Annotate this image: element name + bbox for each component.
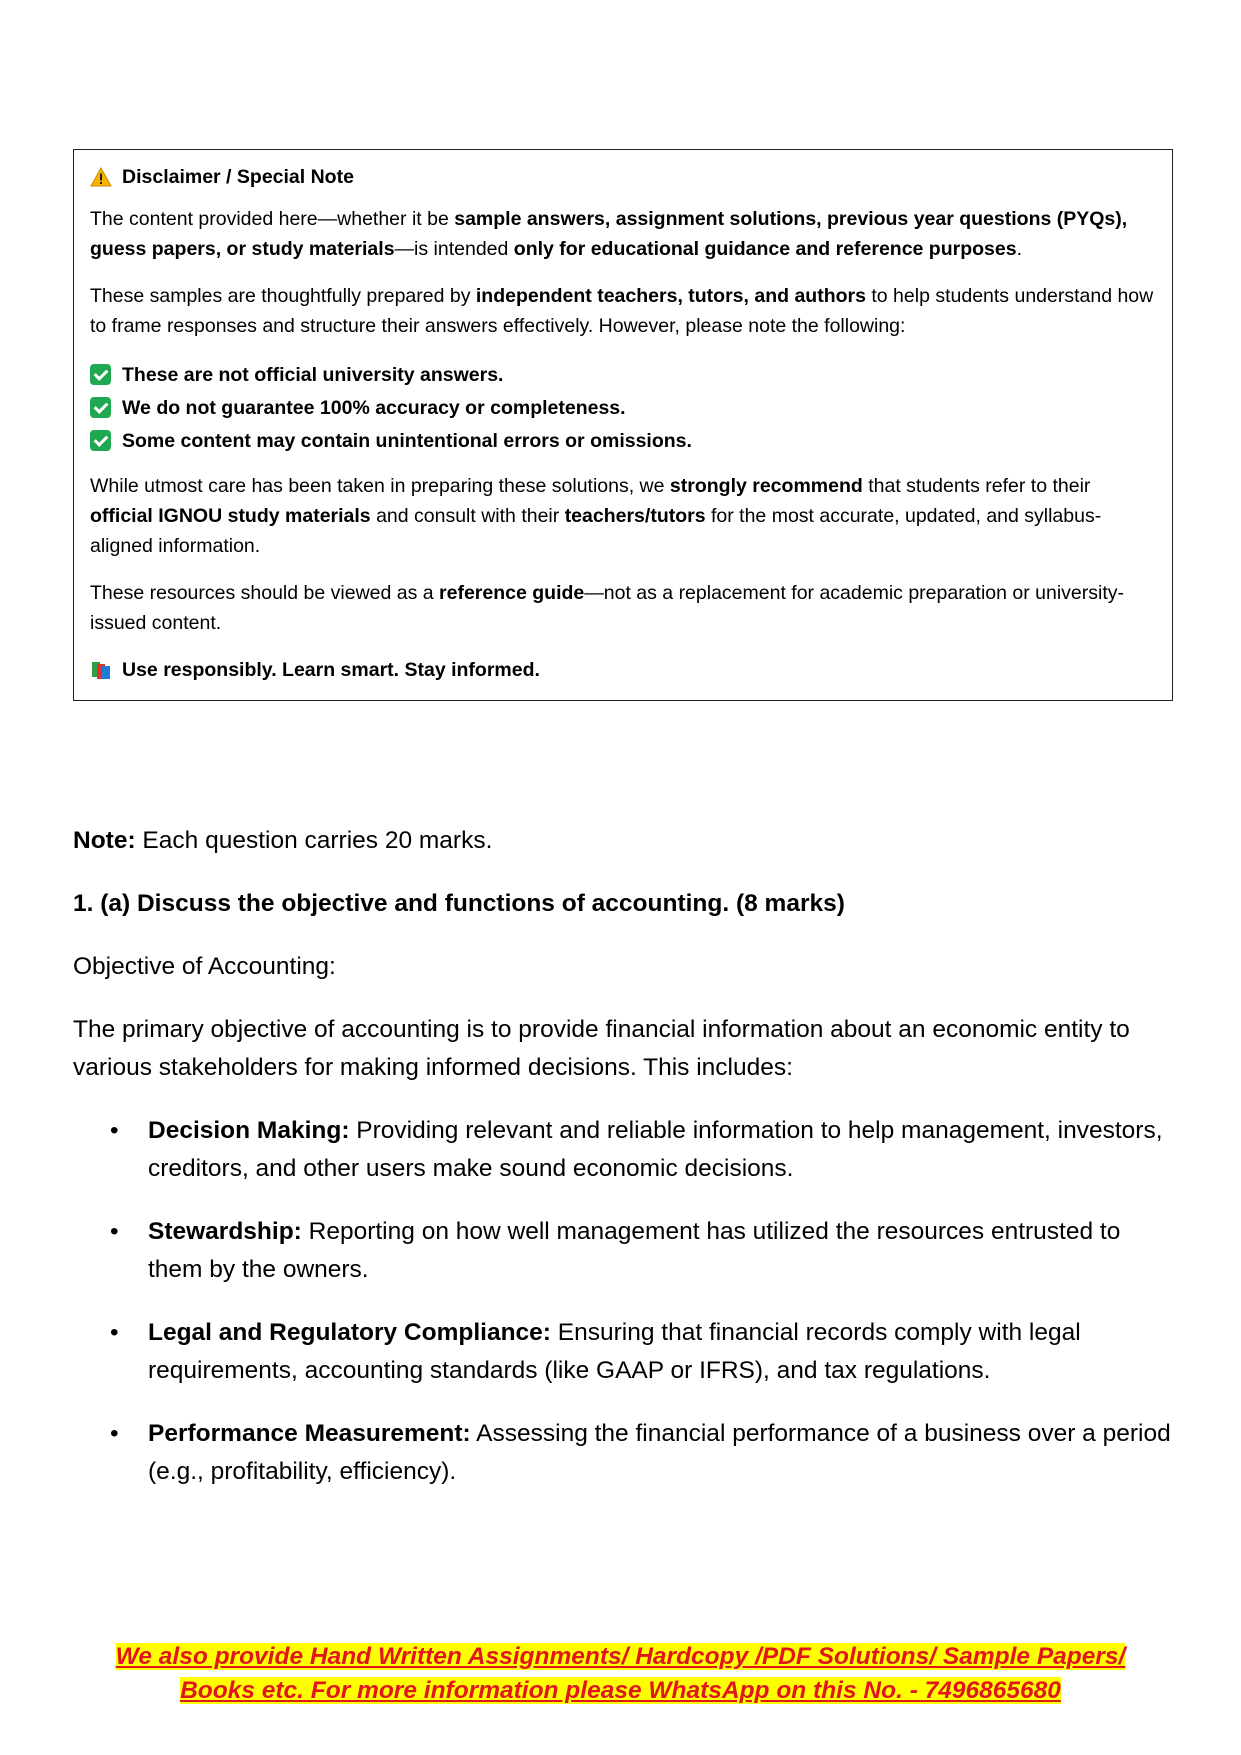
promo-line-2: Books etc. For more information please WhatsApp on this No. - 7496865680: [180, 1677, 1061, 1704]
bold-text: sample answers, assignment solutions, previous year questions (PYQs), guess papers, or study materials: [90, 208, 1128, 260]
disclaimer-paragraph-4: [90, 578, 1156, 638]
list-item-term: Legal and Regulatory Compliance:: [148, 1319, 551, 1346]
disclaimer-paragraph-3: [90, 471, 1156, 561]
closing-line: [90, 655, 1156, 685]
bold-text: strongly recommend: [669, 475, 863, 497]
text: to help students understand how to frame responses and structure their answers effectively. However, please note the following:: [90, 285, 1154, 337]
subheading: Objective of Accounting:: [73, 953, 336, 980]
checklist: [90, 358, 1156, 457]
disclaimer-title-text: Disclaimer / Special Note: [122, 166, 354, 188]
objectives-list: [73, 1112, 1173, 1491]
text: While utmost care has been taken in preparing these solutions, we: [90, 475, 670, 497]
disclaimer-box: [73, 149, 1173, 701]
list-item-text: Providing relevant and reliable information to help management, investors, creditors, and other users make sound economic decisions.: [148, 1117, 1163, 1182]
bold-text: teachers/tutors: [564, 505, 706, 527]
check-item: [90, 424, 1156, 457]
note: [73, 822, 1173, 860]
check-box-icon: [90, 397, 111, 418]
text: that students refer to their: [862, 475, 1091, 497]
check-item: [90, 391, 1156, 424]
list-item-term: Decision Making:: [148, 1117, 350, 1144]
disclaimer-title: [90, 162, 1156, 192]
disclaimer-paragraph-1: [90, 204, 1156, 264]
closing-text: Use responsibly. Learn smart. Stay informed.: [122, 659, 540, 681]
question-text: 1. (a) Discuss the objective and functions of accounting. (8 marks): [73, 890, 845, 917]
check-item: [90, 358, 1156, 391]
check-item-text: Some content may contain unintentional errors or omissions.: [122, 429, 692, 452]
text: The content provided here—whether it be: [90, 208, 455, 230]
intro-paragraph: The primary objective of accounting is to provide financial information about an economic entity to various stakeholders for making informed decisions. This includes:: [73, 1016, 1130, 1081]
bold-text: only for educational guidance and reference purposes: [513, 238, 1017, 260]
list-item: [148, 1314, 1173, 1390]
text: for the most accurate, updated, and syllabus-aligned information.: [90, 505, 1102, 557]
check-box-icon: [90, 364, 111, 385]
warning-icon: [90, 167, 112, 187]
text: These resources should be viewed as a: [90, 582, 440, 604]
disclaimer-paragraph-2: [90, 281, 1156, 341]
promo-line-1: We also provide Hand Written Assignments/ Hardcopy /PDF Solutions/ Sample Papers/: [115, 1643, 1126, 1670]
promo-footer: [0, 1640, 1241, 1708]
list-item-text: Ensuring that financial records comply with legal requirements, accounting standards (like GAAP or IFRS), and tax regulations.: [148, 1319, 1081, 1384]
books-icon: [90, 659, 112, 681]
list-item-term: Stewardship:: [148, 1218, 302, 1245]
list-item: [148, 1112, 1173, 1188]
note-label: Note:: [73, 827, 136, 854]
check-box-icon: [90, 430, 111, 451]
check-item-text: We do not guarantee 100% accuracy or completeness.: [122, 396, 626, 419]
list-item: [148, 1415, 1173, 1491]
list-item-text: Assessing the financial performance of a business over a period (e.g., profitability, efficiency).: [148, 1420, 1171, 1485]
main-content: [73, 822, 1173, 1516]
text: .: [1016, 238, 1023, 260]
bold-text: reference guide: [439, 582, 585, 604]
list-item-text: Reporting on how well management has utilized the resources entrusted to them by the owners.: [148, 1218, 1121, 1283]
question-heading: [73, 885, 1173, 923]
note-text: Each question carries 20 marks.: [135, 827, 493, 854]
text: These samples are thoughtfully prepared by: [90, 285, 476, 307]
text: and consult with their: [370, 505, 565, 527]
bold-text: official IGNOU study materials: [90, 505, 371, 527]
check-item-text: These are not official university answers.: [122, 363, 504, 386]
text: —is intended: [394, 238, 514, 260]
text: —not as a replacement for academic preparation or university-issued content.: [90, 582, 1125, 634]
list-item-term: Performance Measurement:: [148, 1420, 471, 1447]
bold-text: independent teachers, tutors, and authors: [475, 285, 866, 307]
list-item: [148, 1213, 1173, 1289]
